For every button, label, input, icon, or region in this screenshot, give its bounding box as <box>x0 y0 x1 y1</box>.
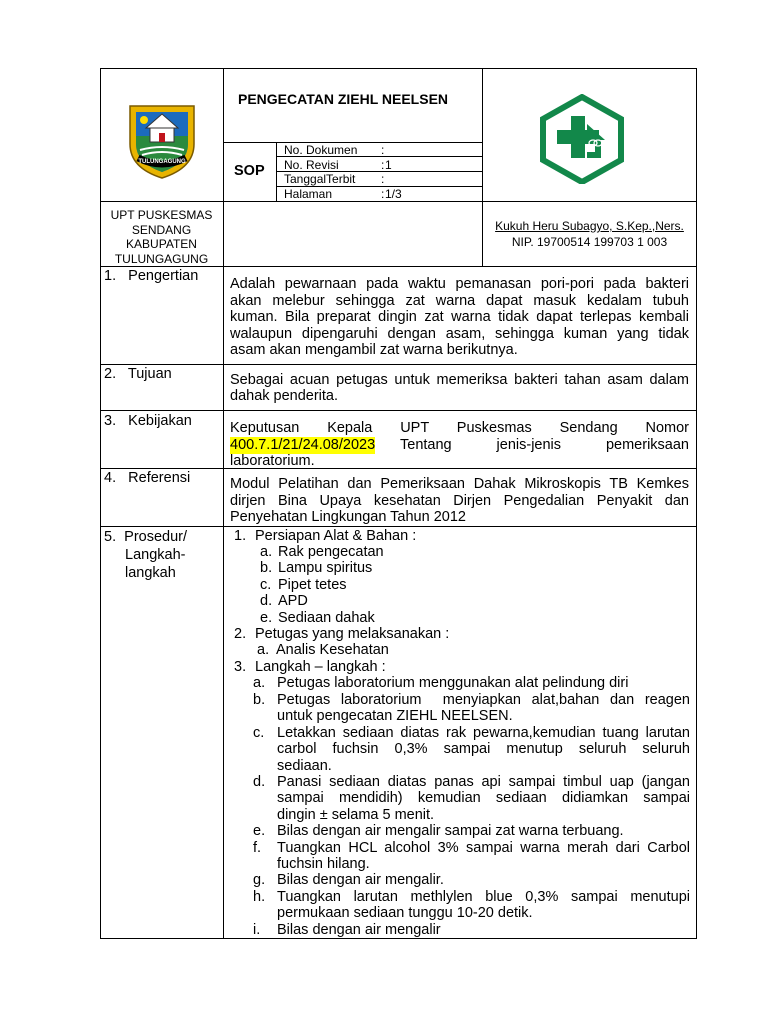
body-line: Penyehatan Lingkungan Tahun 2012 <box>230 509 466 525</box>
list-item: Petugas laboratorium menyiapkan alat,bahan dan reagen <box>277 692 690 708</box>
list-key: g. <box>253 872 266 888</box>
body-line: walaupun dipengaruhi dengan asam, sehingga kuman yang tidak <box>230 326 689 342</box>
doc-row-label: No. Revisi <box>284 158 339 172</box>
section-label-referensi: 4. Referensi <box>104 470 191 486</box>
list-key: a. <box>260 544 273 560</box>
doc-row-label: No. Dokumen <box>284 143 358 157</box>
body-line: Tentang jenis-jenis pemeriksaan <box>400 437 689 453</box>
step-number: 2. <box>234 626 247 642</box>
org-line: TULUNGAGUNG <box>114 252 209 266</box>
list-item: Pipet tetes <box>278 577 347 593</box>
step-number: 3. <box>234 659 247 675</box>
body-line: Sebagai acuan petugas untuk memeriksa bakteri tahan asam dalam <box>230 372 689 388</box>
left-logo <box>124 100 200 180</box>
list-item: Bilas dengan air mengalir <box>277 922 441 938</box>
step-title: Persiapan Alat & Bahan : <box>255 528 417 544</box>
list-key: f. <box>253 840 262 856</box>
header-divider-left <box>223 68 224 939</box>
section-line-3 <box>100 468 697 469</box>
list-item: permukaan sediaan tunggu 10-20 detik. <box>277 905 533 921</box>
list-item: sampai mendidih) kemudian sediaan didiamkan sampai <box>277 790 690 806</box>
section-label-tujuan: 2. Tujuan <box>104 366 172 382</box>
list-item: Lampu spiritus <box>278 560 373 576</box>
doc-row-value: 1/3 <box>385 187 402 201</box>
document-title: PENGECATAN ZIEHL NEELSEN <box>238 91 449 107</box>
table-border-right <box>696 68 697 939</box>
list-item: Rak pengecatan <box>278 544 384 560</box>
table-border-left <box>100 68 101 939</box>
section-line-2 <box>100 410 697 411</box>
body-line: kuman. Bila preparat dingin zat warna tidak dapat terlepas kembali <box>230 309 689 325</box>
step-title: Petugas yang melaksanakan : <box>255 626 450 642</box>
list-item: untuk pengecatan ZIEHL NEELSEN. <box>277 708 513 724</box>
step-number: 1. <box>234 528 247 544</box>
list-item: Bilas dengan air mengalir. <box>277 872 444 888</box>
section-line-1 <box>100 364 697 365</box>
list-key: a. <box>253 675 266 691</box>
doc-row-sep: : <box>381 158 385 172</box>
list-key: a. <box>257 642 270 658</box>
list-item: fuchsin hilang. <box>277 856 370 872</box>
body-line: Keputusan Kepala UPT Puskesmas Sendang Nomor <box>230 420 689 436</box>
list-item: Analis Kesehatan <box>276 642 389 658</box>
logo-text: TULUNGAGUNG <box>138 159 186 165</box>
list-item: carbol fuchsin 0,3% sampai menutup seluruh seluruh <box>277 741 690 757</box>
doc-row-sep: : <box>381 143 385 157</box>
body-line: laboratorium. <box>230 453 315 469</box>
body-line: dahak penderita. <box>230 388 339 404</box>
list-item: Sediaan dahak <box>278 610 375 626</box>
puskesmas-logo <box>539 94 625 184</box>
list-key: b. <box>253 692 266 708</box>
list-item: APD <box>278 593 308 609</box>
decree-number: 400.7.1/21/24.08/2023 <box>230 437 376 453</box>
step-title: Langkah – langkah : <box>255 659 386 675</box>
body-line: Adalah pewarnaan pada waktu pemanasan pori-pori pada bakteri <box>230 276 689 292</box>
section-label-kebijakan: 3. Kebijakan <box>104 413 192 429</box>
list-item: Tuangkan larutan methlylen blue 0,3% sampai menutupi <box>277 889 690 905</box>
signer-nip: NIP. 19700514 199703 1 003 <box>511 235 668 249</box>
list-key: d. <box>260 593 273 609</box>
section-label-pengertian: 1. Pengertian <box>104 268 199 284</box>
org-line: KABUPATEN <box>126 237 197 251</box>
org-line: UPT PUSKESMAS <box>110 208 213 222</box>
body-line: dirjen Bina Upaya kesehatan Dirjen Pengedalian Penyakit dan <box>230 493 689 509</box>
list-item: sediaan. <box>277 758 332 774</box>
list-key: h. <box>253 889 266 905</box>
list-key: e. <box>253 823 266 839</box>
list-key: d. <box>253 774 266 790</box>
list-item: Letakkan sediaan diatas rak pewarna,kemudian tuang larutan <box>277 725 690 741</box>
header-bottom-line <box>100 201 697 202</box>
label-line: Langkah- <box>125 547 186 563</box>
list-item: Bilas dengan air mengalir sampai zat warna terbuang. <box>277 823 624 839</box>
signer-name: Kukuh Heru Subagyo, S.Kep.,Ners. <box>495 219 684 233</box>
list-item: Tuangkan HCL alcohol 3% sampai warna merah dari Carbol <box>277 840 690 856</box>
section-line-4 <box>100 526 697 527</box>
body-line: asam akan mengambil zat warna berikutnya. <box>230 342 518 358</box>
list-key: c. <box>260 577 272 593</box>
table-border-top <box>100 68 697 69</box>
list-key: c. <box>253 725 265 741</box>
list-item: dingin ± selama 5 menit. <box>277 807 435 823</box>
doc-row-sep: : <box>381 172 385 186</box>
doc-row-sep: : <box>381 187 385 201</box>
doc-row-label: Halaman <box>284 187 333 201</box>
body-line: Modul Pelatihan dan Pemeriksaan Dahak Mikroskopis TB Kemkes <box>230 476 689 492</box>
doc-row-value: 1 <box>385 158 392 172</box>
label-line: langkah <box>125 565 176 581</box>
org-line: SENDANG <box>131 223 192 237</box>
doc-row-label: TanggalTerbit <box>284 172 356 186</box>
list-item: Panasi sediaan diatas panas api sampai timbul uap (jangan <box>277 774 690 790</box>
list-key: e. <box>260 610 273 626</box>
body-line: akan melebur sehingga zat warna dapat masuk kedalam tubuh <box>230 293 689 309</box>
list-key: i. <box>253 922 261 938</box>
label-line: 5. Prosedur/ <box>104 529 188 545</box>
list-item: Petugas laboratorium menggunakan alat pelindung diri <box>277 675 629 691</box>
sop-label: SOP <box>234 163 265 179</box>
list-key: b. <box>260 560 273 576</box>
